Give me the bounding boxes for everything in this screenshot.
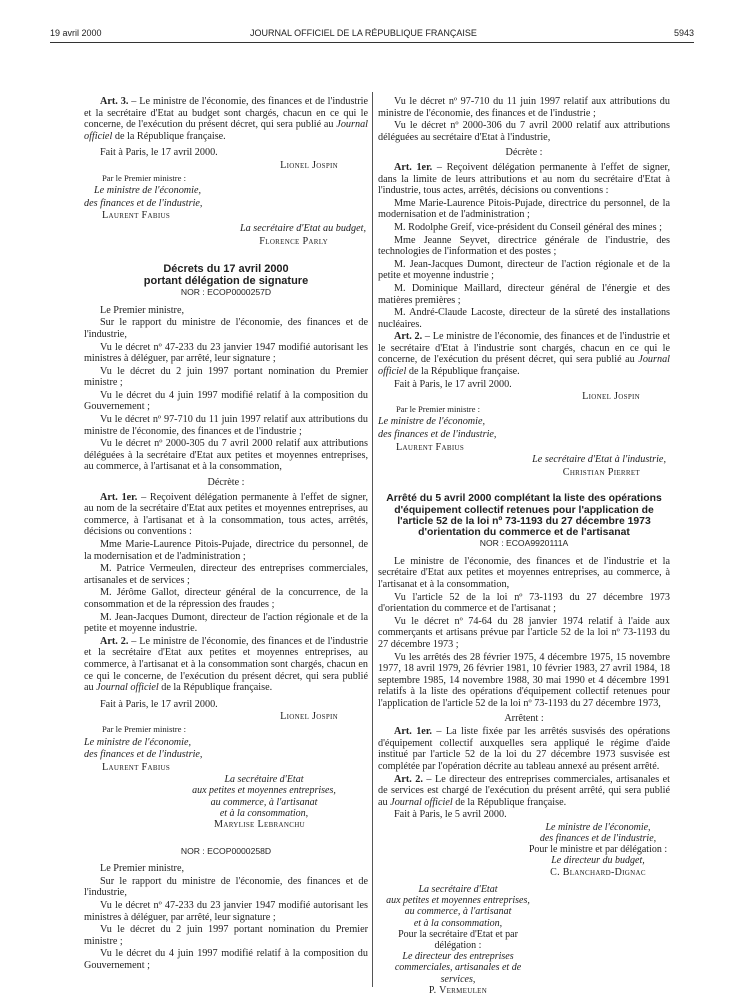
vu-paragraph: Sur le rapport du ministre de l'économie, des finances et de l'industrie, <box>84 875 368 899</box>
decrets-title: Décrets du 17 avril 2000 portant délégation de signature <box>143 263 309 288</box>
secretaire-label: Le secrétaire d'Etat à l'industrie, <box>532 454 666 466</box>
arrete-intro: Le ministre de l'économie, des finances et de l'industrie et la secrétaire d'Etat aux petites et moyennes entreprises, au commerce, à l'artisanat et à la consommation, <box>378 555 670 590</box>
fait-a-paris: Fait à Paris, le 17 avril 2000. <box>394 378 512 390</box>
delegate-item: M. André-Claude Lacoste, directeur de la sûreté des installations nucléaires. <box>378 307 670 330</box>
article-3: Art. 3. – Le ministre de l'économie, des finances et de l'industrie et la secrétaire d'Etat au budget sont chargés, chacun en ce qui le concerne, de l'exécution du présent décret, qui sera publié au Journal officiel de la République française. <box>84 96 368 142</box>
par-premier-ministre: Par le Premier ministre : <box>102 723 187 734</box>
fait-a-paris: Fait à Paris, le 17 avril 2000. <box>100 147 218 159</box>
premier-ministre: Le Premier ministre, <box>100 863 185 875</box>
delegate-item: M. Patrice Vermeulen, directeur des entreprises commerciales, artisanales et de services ; <box>84 563 368 586</box>
par-premier-ministre: Par le Premier ministre : <box>396 403 481 414</box>
article-2: Art. 2. – Le ministre de l'économie, des finances et de l'industrie et le secrétaire d'Etat à l'industrie sont chargés, chacun en ce qui le concerne, de l'exécution du présent décret, qui sera publié au Journal officiel de la République française. <box>378 331 670 378</box>
arrete-title: Arrêté du 5 avril 2000 complétant la liste des opérations d'équipement collectif retenues pour l'application de l'article 52 de la loi nº 73-1193 du 27 décembre 1973 d'orientation du commerce et de l'artisanat <box>386 493 662 539</box>
signature-jospin: Lionel Jospin <box>280 159 338 171</box>
ministre-label: des finances et de l'industrie, <box>84 749 203 761</box>
par-premier-ministre: Par le Premier ministre : <box>102 172 187 183</box>
column-divider <box>372 92 373 987</box>
vu-paragraph: Vu le décret du 2 juin 1997 portant nomination du Premier ministre ; <box>84 365 368 389</box>
signature-block-budget: Le ministre de l'économie, des finances et de l'industrie, Pour le ministre et par délégation : Le directeur du budget, C. Blanchard-Dignac <box>528 821 668 878</box>
fait-a-paris: Fait à Paris, le 17 avril 2000. <box>100 698 218 710</box>
secretaire-pme-label: La secrétaire d'Etat aux petites et moyennes entreprises, au commerce, à l'artisanat et à la consommation, <box>192 774 336 819</box>
secretaire-label: La secrétaire d'Etat au budget, <box>239 222 366 234</box>
delegate-item: M. Jérôme Gallot, directeur général de la concurrence, de la consommation et de la répression des fraudes ; <box>84 587 368 610</box>
nor-reference: NOR : ECOP0000258D <box>180 845 272 856</box>
ministre-label: Le ministre de l'économie, <box>94 185 202 197</box>
right-column <box>378 96 670 996</box>
vu-paragraph: Vu le décret du 4 juin 1997 modifié relatif à la composition du Gouvernement ; <box>84 389 368 413</box>
signature-fabius: Laurent Fabius <box>102 210 171 222</box>
header-date: 19 avril 2000 <box>50 28 102 38</box>
vu-paragraph: Vu le décret nº 2000-305 du 7 avril 2000 relatif aux attributions déléguées à la secrétaire d'Etat aux petites et moyennes entreprises, au commerce, à l'artisanat et à la consommation, <box>84 438 368 473</box>
vu-paragraph: Sur le rapport du ministre de l'économie, des finances et de l'industrie, <box>84 317 368 340</box>
vu-paragraph: Vu le décret nº 2000-306 du 7 avril 2000 relatif aux attributions déléguées au secrétaire d'Etat à l'industrie, <box>378 120 670 143</box>
delegate-item: M. Jean-Jacques Dumont, directeur de l'action régionale et de la petite et moyenne industrie ; <box>378 258 670 282</box>
delegate-item: Mme Jeanne Seyvet, directrice générale de l'industrie, des technologies de l'information et des postes ; <box>378 234 670 258</box>
nor-reference: NOR : ECOP0000257D <box>180 287 272 298</box>
signature-parly: Florence Parly <box>259 235 328 247</box>
article-1: Art. 1er. – La liste fixée par les arrêtés susvisés des opérations d'équipement collectif auxquelles sera appliqué le régime d'aide institué par l'article 52 de la loi du 27 décembre 1973 susvisée est complétée par l'opération décrite au tableau annexé au présent arrêté. <box>378 726 670 772</box>
decrete: Décrète : <box>505 147 543 159</box>
signature-pierret: Christian Pierret <box>562 466 640 478</box>
vu-paragraph: Vu le décret du 4 juin 1997 modifié relatif à la composition du Gouvernement ; <box>84 948 368 972</box>
header-journal-title: JOURNAL OFFICIEL DE LA RÉPUBLIQUE FRANÇAISE <box>250 28 477 38</box>
ministre-label: des finances et de l'industrie, <box>84 197 203 209</box>
vu-paragraph: Vu le décret nº 97-710 du 11 juin 1997 relatif aux attributions du ministre de l'économie, des finances et de l'industrie ; <box>84 414 368 437</box>
ministre-label: des finances et de l'industrie, <box>378 429 497 441</box>
arretent: Arrêtent : <box>504 712 544 724</box>
vu-paragraph: Vu le décret nº 47-233 du 23 janvier 1947 modifié autorisant les ministres à déléguer, par arrêté, leur signature ; <box>84 900 368 923</box>
decrete: Décrète : <box>207 477 245 489</box>
premier-ministre: Le Premier ministre, <box>100 304 185 316</box>
signature-fabius: Laurent Fabius <box>396 441 465 453</box>
delegate-item: Mme Marie-Laurence Pitois-Pujade, directrice du personnel, de la modernisation et de l'administration ; <box>84 539 368 562</box>
delegate-item: M. Jean-Jacques Dumont, directeur de l'action régionale et de la petite et moyenne industrie. <box>84 611 368 635</box>
signature-jospin: Lionel Jospin <box>582 391 640 403</box>
page-header <box>50 28 694 42</box>
vu-paragraph: Vu le décret nº 47-233 du 23 janvier 1947 modifié autorisant les ministres à déléguer, par arrêté, leur signature ; <box>84 341 368 365</box>
article-1: Art. 1er. – Reçoivent délégation permanente à l'effet de signer, au nom de la secrétaire d'Etat aux petites et moyennes entreprises, au commerce, à l'artisanat et à la consommation, tous actes, arrêtés, décisions ou conventions : <box>84 491 368 538</box>
ministre-label: Le ministre de l'économie, <box>84 736 192 748</box>
header-page-number: 5943 <box>673 28 694 38</box>
header-rule <box>50 42 694 43</box>
article-2: Art. 2. – Le ministre de l'économie, des finances et de l'industrie et la secrétaire d'Etat aux petites et moyennes entreprises, au commerce, à l'artisanat et à la consommation sont chargés, chacun en ce qui le concerne, de l'exécution du présent décret, qui sera publié au Journal officiel de la République française. <box>84 635 368 694</box>
article-2: Art. 2. – Le directeur des entreprises commerciales, artisanales et de services est chargé de l'exécution du présent arrêté, qui sera publié au Journal officiel de la République française. <box>378 773 670 808</box>
ministre-label: Le ministre de l'économie, <box>378 416 486 428</box>
vu-paragraph: Vu le décret nº 97-710 du 11 juin 1997 relatif aux attributions du ministre de l'économie, des finances et de l'industrie ; <box>378 96 670 119</box>
delegate-item: M. Rodolphe Greif, vice-président du Conseil général des mines ; <box>394 221 662 233</box>
signature-jospin: Lionel Jospin <box>280 711 338 723</box>
delegate-item: M. Dominique Maillard, directeur général de l'énergie et des matières premières ; <box>378 282 670 306</box>
left-column <box>84 96 368 973</box>
vu-paragraph: Vu le décret nº 74-64 du 28 janvier 1974 relatif à l'aide aux commerçants et artisans prévue par l'article 52 de la loi nº 73-1193 du 27 décembre 1973 ; <box>378 615 670 650</box>
vu-paragraph: Vu les arrêtés des 28 février 1975, 4 décembre 1975, 15 novembre 1977, 18 avril 1979, 26 février 1981, 10 février 1983, 27 avril 1984, 18 septembre 1985, 14 novembre 1988, 30 mai 1990 et 4 décembre 1991 relatifs à la liste des opérations d'équipement collectif retenues pour l'application de l'article 52 de la loi nº 73-1193 du 27 décembre 1973, <box>378 651 670 709</box>
vu-paragraph: Vu le décret du 2 juin 1997 portant nomination du Premier ministre ; <box>84 924 368 947</box>
nor-reference: NOR : ECOA9920111A <box>479 538 569 549</box>
signature-lebranchu: Marylise Lebranchu <box>214 819 305 831</box>
signature-fabius: Laurent Fabius <box>102 761 171 773</box>
vu-paragraph: Vu l'article 52 de la loi nº 73-1193 du 27 décembre 1973 d'orientation du commerce et de l'artisanat ; <box>378 591 670 615</box>
signature-block-secretaire: La secrétaire d'Etat aux petites et moyennes entreprises, au commerce, à l'artisanat et à la consommation, Pour la secrétaire d'Etat et par délégation : Le directeur des entreprises commerciales, artisanales et de services, P. Vermeulen <box>386 883 530 996</box>
article-1: Art. 1er. – Reçoivent délégation permanente à l'effet de signer, dans la limite de leurs attributions et au nom du secrétaire d'Etat à l'industrie, tous actes, arrêtés, décisions ou conventions : <box>378 161 670 197</box>
delegate-item: Mme Marie-Laurence Pitois-Pujade, directrice du personnel, de la modernisation et de l'administration ; <box>378 197 670 221</box>
fait-a-paris: Fait à Paris, le 5 avril 2000. <box>394 809 507 821</box>
